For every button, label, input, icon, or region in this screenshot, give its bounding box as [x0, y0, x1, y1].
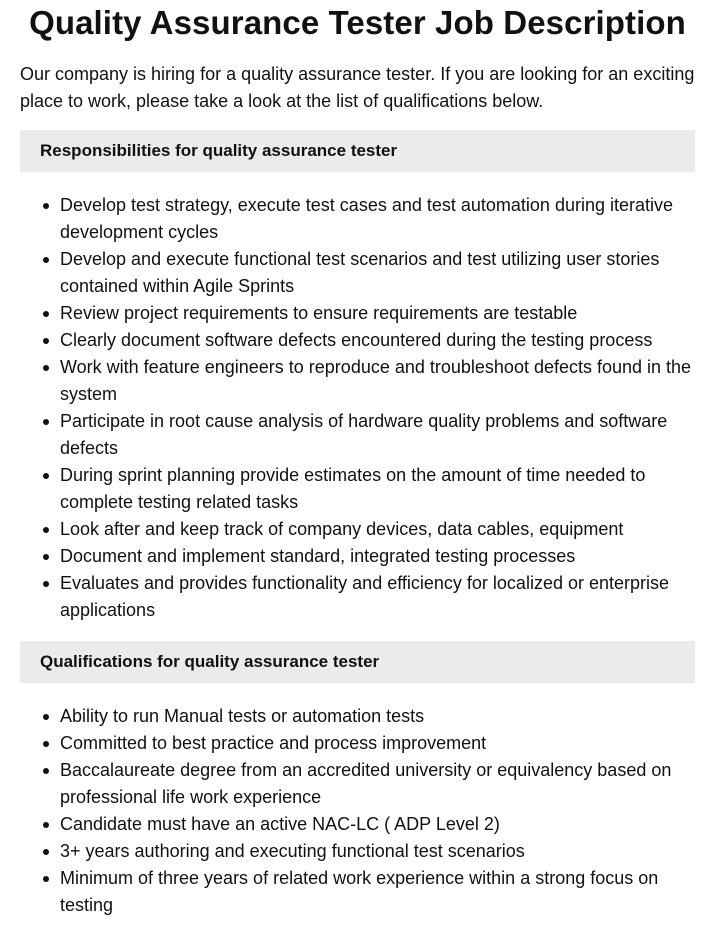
responsibilities-heading: Responsibilities for quality assurance tester — [20, 130, 695, 172]
qualifications-heading: Qualifications for quality assurance tester — [20, 641, 695, 683]
list-item: 3+ years authoring and executing functional test scenarios — [60, 838, 695, 865]
list-item: Participate in root cause analysis of hardware quality problems and software defects — [60, 408, 695, 462]
list-item: Document and implement standard, integrated testing processes — [60, 543, 695, 570]
intro-paragraph: Our company is hiring for a quality assurance tester. If you are looking for an exciting place to work, please take a look at the list of qualifications below. — [20, 64, 695, 111]
list-item: Evaluates and provides functionality and efficiency for localized or enterprise applications — [60, 570, 695, 624]
list-item: Minimum of three years of related work experience within a strong focus on testing — [60, 865, 695, 919]
list-item: During sprint planning provide estimates on the amount of time needed to complete testing related tasks — [60, 462, 695, 516]
list-item: Candidate must have an active NAC-LC ( ADP Level 2) — [60, 811, 695, 838]
list-item: Develop and execute functional test scenarios and test utilizing user stories contained within Agile Sprints — [60, 246, 695, 300]
page-title: Quality Assurance Tester Job Description — [29, 4, 686, 41]
list-item: Develop test strategy, execute test cases and test automation during iterative development cycles — [60, 192, 695, 246]
list-item: Work with feature engineers to reproduce and troubleshoot defects found in the system — [60, 354, 695, 408]
list-item: Baccalaureate degree from an accredited university or equivalency based on professional life work experience — [60, 757, 695, 811]
list-item: Clearly document software defects encountered during the testing process — [60, 327, 695, 354]
list-item: Committed to best practice and process improvement — [60, 730, 695, 757]
list-item: Look after and keep track of company devices, data cables, equipment — [60, 516, 695, 543]
list-item: Ability to run Manual tests or automation tests — [60, 703, 695, 730]
list-item: Review project requirements to ensure requirements are testable — [60, 300, 695, 327]
responsibilities-list — [20, 192, 695, 624]
qualifications-list — [20, 703, 695, 919]
